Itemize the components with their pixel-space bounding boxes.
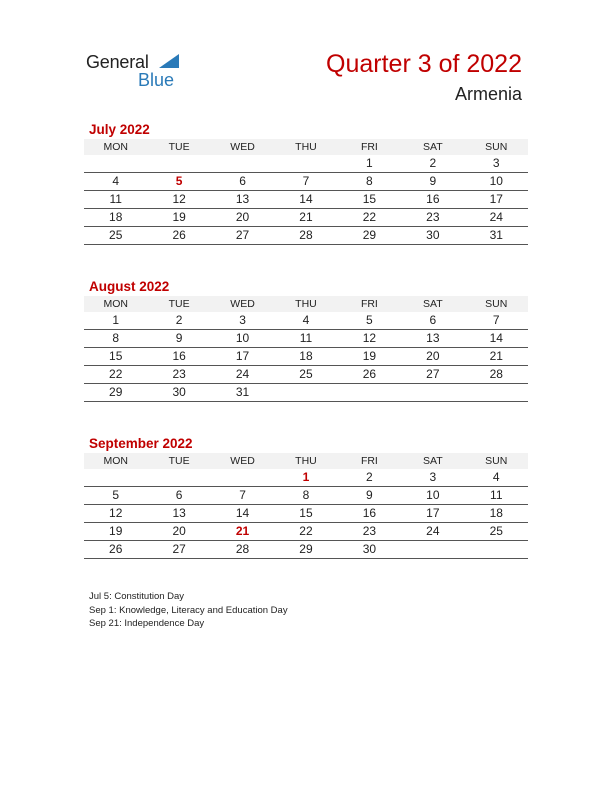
day-cell: 21	[465, 348, 528, 366]
day-cell: 1	[84, 312, 147, 330]
day-cell: 10	[211, 330, 274, 348]
day-cell: 10	[401, 487, 464, 505]
day-cell	[147, 469, 210, 487]
day-cell: 18	[465, 505, 528, 523]
day-cell: 29	[338, 227, 401, 245]
weekday-header: FRI	[338, 453, 401, 469]
day-cell: 22	[274, 523, 337, 541]
day-cell: 25	[465, 523, 528, 541]
country-name: Armenia	[454, 84, 522, 104]
month-grid	[84, 139, 528, 245]
day-cell: 20	[401, 348, 464, 366]
day-cell: 24	[401, 523, 464, 541]
day-cell: 26	[338, 366, 401, 384]
day-cell: 14	[274, 191, 337, 209]
day-cell: 23	[147, 366, 210, 384]
day-cell: 27	[401, 366, 464, 384]
day-cell: 23	[338, 523, 401, 541]
day-cell: 14	[465, 330, 528, 348]
day-cell: 1	[274, 469, 337, 487]
week-row	[84, 173, 528, 191]
day-cell	[84, 469, 147, 487]
day-cell: 8	[274, 487, 337, 505]
day-cell: 17	[465, 191, 528, 209]
day-cell: 12	[84, 505, 147, 523]
day-cell: 7	[465, 312, 528, 330]
day-cell: 5	[338, 312, 401, 330]
weekday-header: MON	[84, 453, 147, 469]
week-row	[84, 348, 528, 366]
day-cell: 24	[211, 366, 274, 384]
day-cell: 21	[274, 209, 337, 227]
day-cell: 15	[338, 191, 401, 209]
day-cell: 28	[274, 227, 337, 245]
week-row	[84, 330, 528, 348]
day-cell	[84, 155, 147, 173]
day-cell: 5	[147, 173, 210, 191]
day-cell: 30	[401, 227, 464, 245]
weekday-header: SUN	[465, 296, 528, 312]
day-cell: 17	[401, 505, 464, 523]
day-cell: 4	[84, 173, 147, 191]
day-cell: 9	[338, 487, 401, 505]
day-cell: 30	[147, 384, 210, 402]
day-cell	[465, 384, 528, 402]
day-cell: 18	[84, 209, 147, 227]
day-cell: 13	[147, 505, 210, 523]
day-cell: 11	[84, 191, 147, 209]
month-calendar	[84, 121, 528, 245]
day-cell: 1	[338, 155, 401, 173]
holiday-note: Sep 1: Knowledge, Literacy and Education Day	[89, 604, 288, 616]
weekday-header: WED	[211, 296, 274, 312]
day-cell: 9	[401, 173, 464, 191]
day-cell: 16	[147, 348, 210, 366]
day-cell: 11	[465, 487, 528, 505]
weekday-header-row	[84, 453, 528, 469]
day-cell: 4	[465, 469, 528, 487]
week-row	[84, 505, 528, 523]
month-calendar	[84, 435, 528, 559]
day-cell: 25	[274, 366, 337, 384]
day-cell: 17	[211, 348, 274, 366]
weekday-header: WED	[211, 139, 274, 155]
day-cell: 25	[84, 227, 147, 245]
day-cell: 26	[147, 227, 210, 245]
day-cell	[211, 469, 274, 487]
day-cell: 7	[211, 487, 274, 505]
day-cell	[147, 155, 210, 173]
week-row	[84, 366, 528, 384]
day-cell: 5	[84, 487, 147, 505]
generalblue-logo	[86, 52, 196, 92]
day-cell: 27	[147, 541, 210, 559]
logo-blue-text: Blue	[138, 70, 175, 90]
weekday-header: THU	[274, 453, 337, 469]
day-cell: 13	[211, 191, 274, 209]
month-grid	[84, 296, 528, 402]
logo-general-text: General	[86, 52, 149, 72]
day-cell: 30	[338, 541, 401, 559]
day-cell: 15	[274, 505, 337, 523]
day-cell: 11	[274, 330, 337, 348]
day-cell: 6	[147, 487, 210, 505]
day-cell: 3	[211, 312, 274, 330]
day-cell: 7	[274, 173, 337, 191]
day-cell: 22	[338, 209, 401, 227]
holiday-note: Jul 5: Constitution Day	[89, 591, 185, 602]
day-cell: 3	[401, 469, 464, 487]
month-title: September 2022	[89, 436, 193, 451]
day-cell: 2	[338, 469, 401, 487]
day-cell	[211, 155, 274, 173]
day-cell: 28	[465, 366, 528, 384]
day-cell: 16	[401, 191, 464, 209]
week-row	[84, 209, 528, 227]
week-row	[84, 384, 528, 402]
day-cell: 18	[274, 348, 337, 366]
week-row	[84, 191, 528, 209]
week-row	[84, 523, 528, 541]
weekday-header-row	[84, 296, 528, 312]
day-cell	[274, 384, 337, 402]
week-row	[84, 312, 528, 330]
logo-flag-icon	[159, 54, 179, 68]
weekday-header: FRI	[338, 296, 401, 312]
day-cell	[465, 541, 528, 559]
day-cell: 19	[147, 209, 210, 227]
day-cell: 29	[274, 541, 337, 559]
day-cell: 12	[338, 330, 401, 348]
day-cell: 4	[274, 312, 337, 330]
weekday-header: MON	[84, 296, 147, 312]
day-cell: 22	[84, 366, 147, 384]
month-calendar	[84, 278, 528, 402]
day-cell: 13	[401, 330, 464, 348]
day-cell: 8	[338, 173, 401, 191]
page-title: Quarter 3 of 2022	[326, 50, 522, 78]
month-title: August 2022	[89, 279, 170, 294]
weekday-header: WED	[211, 453, 274, 469]
day-cell: 29	[84, 384, 147, 402]
weekday-header: SUN	[465, 453, 528, 469]
day-cell: 19	[84, 523, 147, 541]
day-cell: 27	[211, 227, 274, 245]
day-cell	[274, 155, 337, 173]
month-title: July 2022	[89, 122, 150, 137]
day-cell: 26	[84, 541, 147, 559]
weekday-header: MON	[84, 139, 147, 155]
day-cell: 8	[84, 330, 147, 348]
day-cell	[401, 541, 464, 559]
day-cell: 31	[211, 384, 274, 402]
day-cell: 6	[211, 173, 274, 191]
weekday-header: SAT	[401, 139, 464, 155]
day-cell: 21	[211, 523, 274, 541]
day-cell	[401, 384, 464, 402]
day-cell: 16	[338, 505, 401, 523]
day-cell: 20	[147, 523, 210, 541]
holiday-note: Sep 21: Independence Day	[89, 618, 205, 629]
weekday-header: SUN	[465, 139, 528, 155]
week-row	[84, 227, 528, 245]
weekday-header: THU	[274, 139, 337, 155]
day-cell: 23	[401, 209, 464, 227]
weekday-header: SAT	[401, 453, 464, 469]
weekday-header: TUE	[147, 139, 210, 155]
month-grid	[84, 453, 528, 559]
weekday-header: THU	[274, 296, 337, 312]
weekday-header-row	[84, 139, 528, 155]
day-cell: 14	[211, 505, 274, 523]
holiday-notes	[89, 590, 288, 631]
week-row	[84, 469, 528, 487]
day-cell: 31	[465, 227, 528, 245]
day-cell: 20	[211, 209, 274, 227]
day-cell: 24	[465, 209, 528, 227]
weekday-header: FRI	[338, 139, 401, 155]
weekday-header: SAT	[401, 296, 464, 312]
weekday-header: TUE	[147, 296, 210, 312]
day-cell: 2	[147, 312, 210, 330]
day-cell: 2	[401, 155, 464, 173]
day-cell: 19	[338, 348, 401, 366]
day-cell	[338, 384, 401, 402]
day-cell: 15	[84, 348, 147, 366]
day-cell: 9	[147, 330, 210, 348]
week-row	[84, 541, 528, 559]
day-cell: 3	[465, 155, 528, 173]
week-row	[84, 155, 528, 173]
weekday-header: TUE	[147, 453, 210, 469]
day-cell: 6	[401, 312, 464, 330]
day-cell: 28	[211, 541, 274, 559]
day-cell: 12	[147, 191, 210, 209]
week-row	[84, 487, 528, 505]
day-cell: 10	[465, 173, 528, 191]
